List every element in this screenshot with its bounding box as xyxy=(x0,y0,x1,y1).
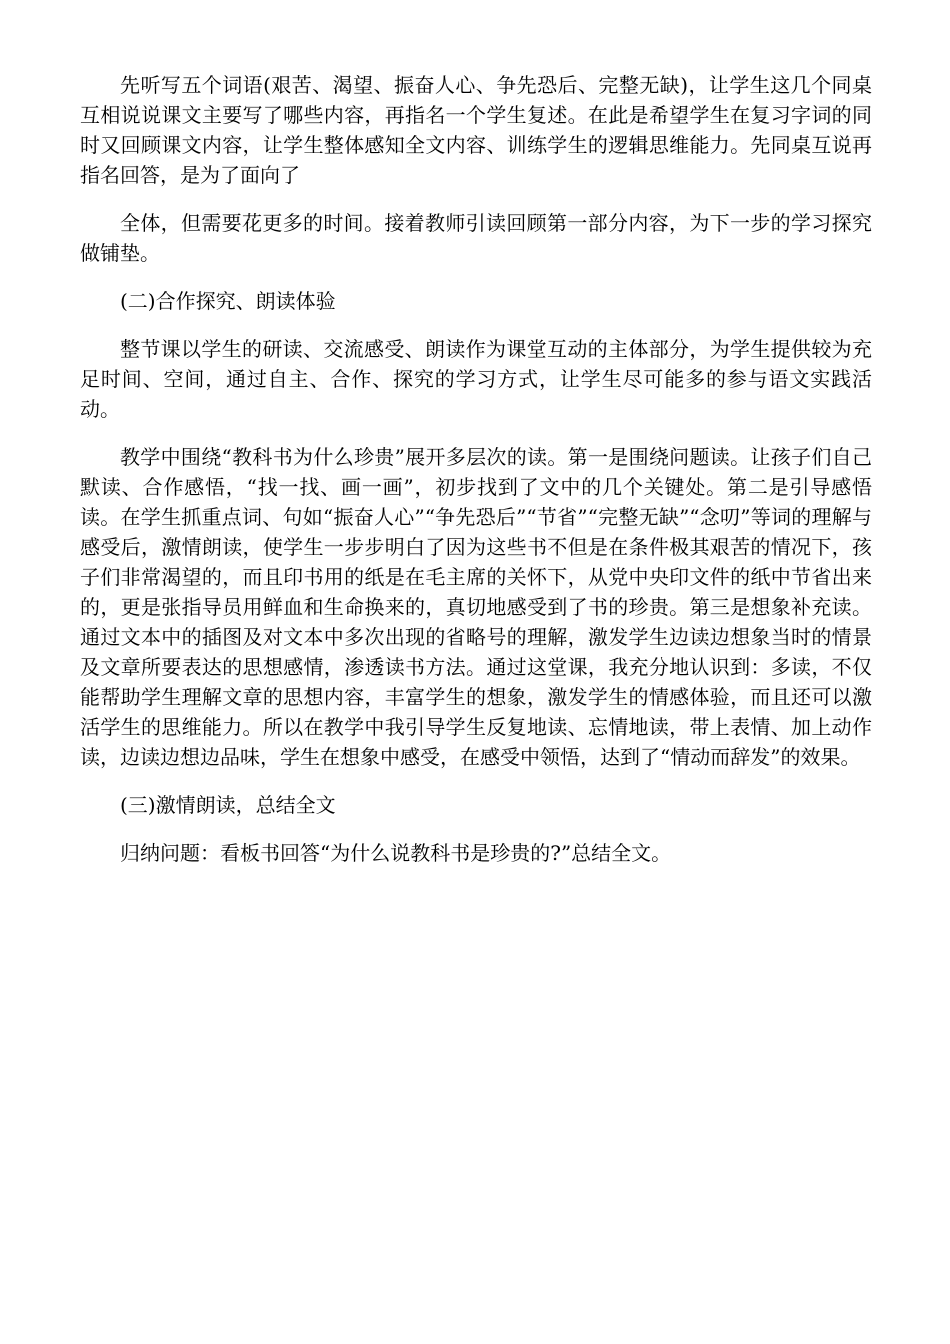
section-heading-passionate-reading: (三)激情朗读，总结全文 xyxy=(120,793,336,817)
paragraph-summary: 归纳问题：看板书回答“为什么说教科书是珍贵的?”总结全文。 xyxy=(120,841,672,865)
document-body xyxy=(80,70,872,886)
paragraph-review-continued: 全体，但需要花更多的时间。接着教师引读回顾第一部分内容，为下一步的学习探究做铺垫。 xyxy=(80,211,872,265)
section-heading-cooperative-inquiry: (二)合作探究、朗读体验 xyxy=(120,289,336,313)
paragraph-class-interaction: 整节课以学生的研读、交流感受、朗读作为课堂互动的主体部分，为学生提供较为充足时间、空间，通过自主、合作、探究的学习方式，让学生尽可能多的参与语文实践活动。 xyxy=(80,337,872,421)
paragraph-review-words: 先听写五个词语(艰苦、渴望、振奋人心、争先恐后、完整无缺)，让学生这几个同桌互相说说课文主要写了哪些内容，再指名一个学生复述。在此是希望学生在复习字词的同时又回顾课文内容，让学生整体感知全文内容、训练学生的逻辑思维能力。先同桌互说再指名回答，是为了面向了 xyxy=(80,73,872,187)
paragraph-multilevel-reading: 教学中围绕“教科书为什么珍贵”展开多层次的读。第一是围绕问题读。让孩子们自己默读、合作感悟，“找一找、画一画”，初步找到了文中的几个关键处。第二是引导感悟读。在学生抓重点词、句如“振奋人心”“争先恐后”“节省”“完整无缺”“念叨”等词的理解与感受后，激情朗读，使学生一步步明白了因为这些书不但是在条件极其艰苦的情况下，孩子们非常渴望的，而且印书用的纸是在毛主席的关怀下，从党中央印文件的纸中节省出来的，更是张指导员用鲜血和生命换来的，真切地感受到了书的珍贵。第三是想象补充读。通过文本中的插图及对文本中多次出现的省略号的理解，激发学生边读边想象当时的情景及文章所要表达的思想感情，渗透读书方法。通过这堂课，我充分地认识到：多读，不仅能帮助学生理解文章的思想内容，丰富学生的想象，激发学生的情感体验，而且还可以激活学生的思维能力。所以在教学中我引导学生反复地读、忘情地读，带上表情、加上动作读，边读边想边品味，学生在想象中感受，在感受中领悟，达到了“情动而辞发”的效果。 xyxy=(80,445,872,769)
